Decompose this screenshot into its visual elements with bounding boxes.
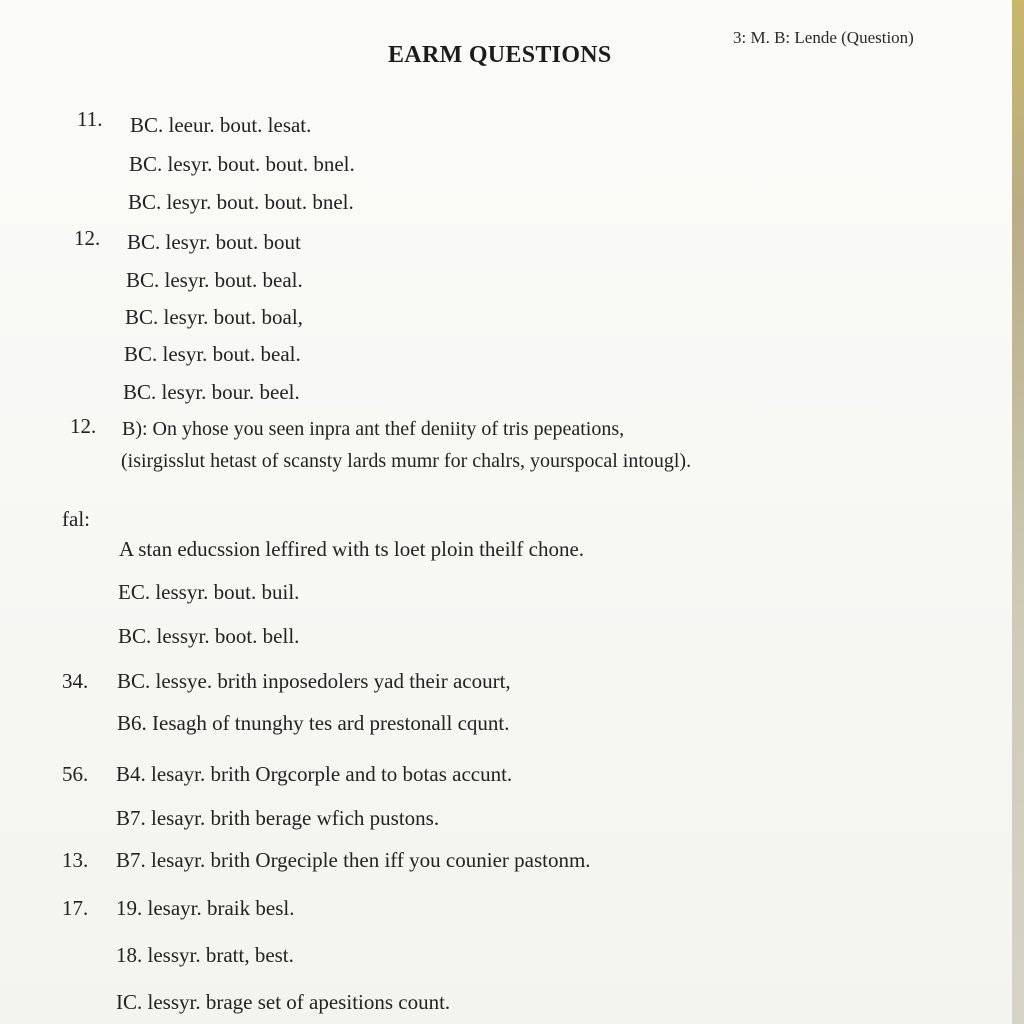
question-number: 11. [77,107,103,131]
question-line: BC. lesyr. bour. beel. [123,380,300,404]
question-line: BC. lesyr. bout. bout [127,230,301,254]
question-line: BC. lessyr. boot. bell. [118,624,300,648]
question-line: BC. lesyr. bout. boal, [125,305,303,329]
question-line: B7. lesayr. brith Orgeciple then iff you counier pastonm. [116,848,591,872]
question-line: BC. lesyr. bout. beal. [124,342,301,366]
question-line: B): On yhose you seen inpra ant thef deniity of tris pepeations, [122,418,625,440]
question-number: 12. [70,414,97,438]
page-title: EARM QUESTIONS [388,42,612,68]
question-line: B7. lesayr. brith berage wfich pustons. [116,806,440,830]
question-line: IC. lessyr. brage set of apesitions count. [116,990,451,1014]
question-number: 12. [74,226,101,250]
section-label: fal: [62,507,90,531]
question-line: BC. lessye. brith inposedolers yad their acourt, [117,669,511,693]
page-edge [1012,0,1024,1024]
question-line: 18. lessyr. bratt, best. [116,943,294,967]
question-line: 19. lesayr. braik besl. [116,896,295,920]
question-number: 34. [62,669,89,693]
question-number: 17. [62,896,89,920]
question-line: BC. lesyr. bout. bout. bnel. [129,152,355,176]
question-line: BC. leeur. bout. lesat. [130,113,312,137]
question-line: A stan educssion leffired with ts loet ploin theilf chone. [119,537,585,561]
question-line: (isirgisslut hetast of scansty lards mumr for chalrs, yourspocal intougl). [121,450,692,472]
question-line: B4. lesayr. brith Orgcorple and to botas accunt. [116,762,513,786]
question-line: BC. lesyr. bout. beal. [126,268,303,292]
header-reference: 3: M. B: Lende (Question) [733,28,914,47]
question-line: BC. lesyr. bout. bout. bnel. [128,190,354,214]
question-number: 13. [62,848,89,872]
question-line: B6. Iesagh of tnunghy tes ard prestonall cqunt. [117,711,510,735]
question-line: EC. lessyr. bout. buil. [118,580,300,604]
question-number: 56. [62,762,89,786]
